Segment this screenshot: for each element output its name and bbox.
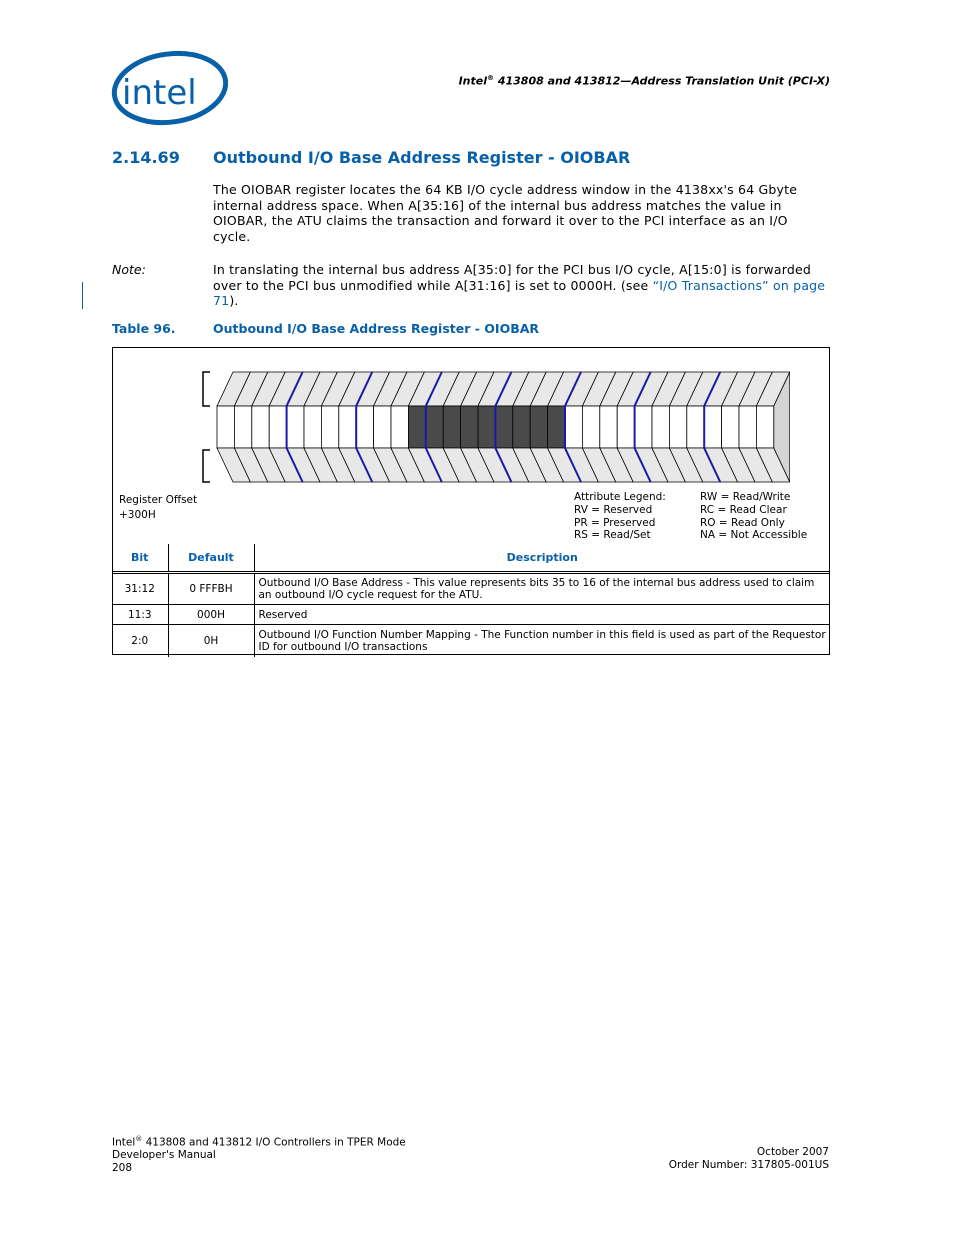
order-number: Order Number: 317805-001US xyxy=(668,1158,829,1171)
description-cell: Outbound I/O Base Address - This value represents bits 35 to 16 of the internal bus address used to claim an outbound I/O cycle request for the ATU. xyxy=(254,573,830,605)
description-cell: Outbound I/O Function Number Mapping - The Function number in this field is used as part of the Requestor ID for outbound I/O transactions xyxy=(254,625,830,657)
footer-brand: Intel xyxy=(112,1136,136,1149)
header-trademark: ® xyxy=(487,74,494,82)
note-body xyxy=(213,262,828,309)
table-title: Outbound I/O Base Address Register - OIOBAR xyxy=(213,321,540,336)
footer-right xyxy=(600,1146,829,1171)
footer-trademark: ® xyxy=(135,1135,143,1143)
footer-line1-rest: 413808 and 413812 I/O Controllers in TPER Mode xyxy=(142,1136,406,1149)
legend-item: RV = Reserved xyxy=(574,503,653,516)
register-field-table xyxy=(112,544,830,657)
table-number: Table 96. xyxy=(112,321,176,336)
description-cell: Reserved xyxy=(254,605,830,625)
table-header-row xyxy=(112,544,830,573)
section-paragraph: The OIOBAR register locates the 64 KB I/O cycle address window in the 4138xx's 64 Gbyte internal address space. When A[35:16] of the internal bus address matches the value in OIOBAR, the ATU claims the transaction and forward it over to the PCI interface as an I/O cycle. xyxy=(213,182,798,244)
legend-item: RC = Read Clear xyxy=(700,503,787,516)
legend-item: NA = Not Accessible xyxy=(700,529,808,542)
section-title: Outbound I/O Base Address Register - OIOBAR xyxy=(213,148,631,167)
table-row xyxy=(112,605,830,625)
note-end: ). xyxy=(229,293,239,308)
legend-item: RO = Read Only xyxy=(700,516,785,529)
bit-cell: 2:0 xyxy=(112,625,168,657)
logo-text: intel xyxy=(122,73,197,113)
note-label: Note: xyxy=(112,262,146,277)
default-cell: 0 FFFBH xyxy=(168,573,254,605)
legend-left xyxy=(574,491,666,542)
header-title-rest: 413808 and 413812—Address Translation Unit (PCI-X) xyxy=(494,74,830,88)
footer-line1 xyxy=(112,1133,406,1149)
header-brand: Intel xyxy=(458,74,487,88)
page-number: 208 xyxy=(112,1161,133,1174)
bit-cell: 31:12 xyxy=(112,573,168,605)
bit-cell: 11:3 xyxy=(112,605,168,625)
description-header: Description xyxy=(254,544,830,573)
register-bit-diagram xyxy=(198,368,790,488)
register-offset-label: Register Offset xyxy=(119,494,198,506)
legend-title: Attribute Legend: xyxy=(574,491,666,503)
change-bar xyxy=(82,282,83,309)
bit-header: Bit xyxy=(112,544,168,573)
legend-item: PR = Preserved xyxy=(574,516,656,529)
default-cell: 0H xyxy=(168,625,254,657)
legend-item: RW = Read/Write xyxy=(700,491,791,503)
io-transactions-link[interactable]: “I/O Transactions” on page 71 xyxy=(213,277,826,308)
footer-line2: Developer's Manual xyxy=(112,1149,216,1161)
default-header: Default xyxy=(168,544,254,573)
footer-left xyxy=(112,1133,406,1174)
register-offset-value: +300H xyxy=(119,509,156,521)
default-cell: 000H xyxy=(168,605,254,625)
intel-logo xyxy=(108,48,228,128)
register-offset xyxy=(119,493,197,523)
running-header xyxy=(380,74,830,88)
note-text: In translating the internal bus address A[35:0] for the PCI bus I/O cycle, A[15:0] is forwarded over to the PCI bus unmodified while A[31:16] is set to 0000H. (see xyxy=(213,262,811,293)
legend-right xyxy=(700,491,807,542)
section-number: 2.14.69 xyxy=(112,148,180,167)
footer-date: October 2007 xyxy=(756,1146,829,1158)
table-row xyxy=(112,573,830,605)
legend-item: RS = Read/Set xyxy=(574,529,651,542)
table-row xyxy=(112,625,830,657)
